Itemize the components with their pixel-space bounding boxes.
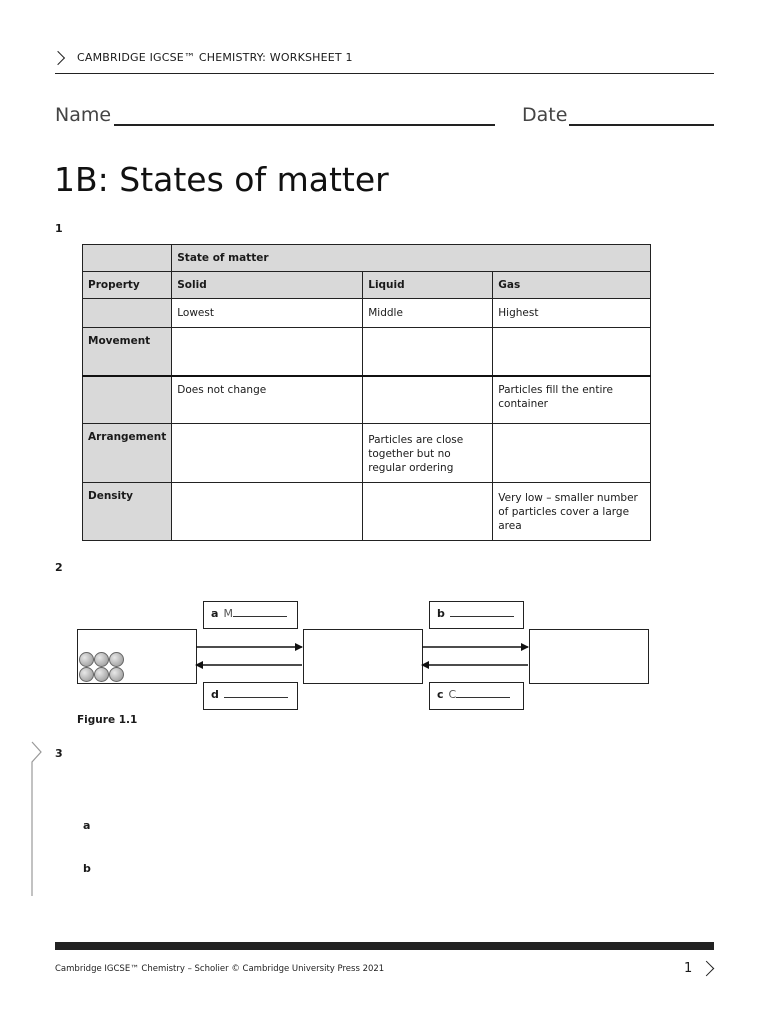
- table-cell: Middle: [363, 299, 493, 328]
- page-number: 1: [684, 961, 693, 976]
- question-number: 2: [55, 561, 63, 574]
- question-part-a: a: [83, 819, 91, 832]
- table-cell: Lowest: [172, 299, 363, 328]
- label-text: M: [223, 607, 233, 620]
- copyright-text: Cambridge IGCSE™ Chemistry – Scholier © Cambridge University Press 2021: [55, 964, 385, 974]
- page-title: 1B: States of matter: [54, 160, 389, 199]
- row-label-density: Density: [83, 483, 172, 541]
- name-label: Name: [55, 104, 112, 126]
- label-letter: d: [211, 688, 219, 701]
- property-header: Property: [83, 272, 172, 299]
- table-cell: Highest: [493, 299, 651, 328]
- figure-caption: Figure 1.1: [77, 714, 138, 726]
- date-label: Date: [522, 104, 568, 126]
- label-letter: c: [437, 688, 444, 701]
- label-letter: b: [437, 607, 445, 620]
- question-part-b: b: [83, 862, 91, 875]
- column-header-liquid: Liquid: [363, 272, 493, 299]
- state-of-matter-header: State of matter: [172, 245, 651, 272]
- question-number: 1: [55, 222, 63, 235]
- row-label-movement: Movement: [83, 328, 172, 376]
- table-cell: Does not change: [172, 376, 363, 424]
- footer-bar: [55, 942, 714, 950]
- worksheet-header: CAMBRIDGE IGCSE™ CHEMISTRY: WORKSHEET 1: [77, 51, 353, 64]
- bracket-chevron-icon: [28, 740, 44, 900]
- question-number: 3: [55, 747, 63, 760]
- table-cell: Particles fill the entire container: [493, 376, 651, 424]
- label-letter: a: [211, 607, 219, 620]
- label-text: C: [448, 688, 457, 701]
- column-header-solid: Solid: [172, 272, 363, 299]
- table-cell: Very low – smaller number of particles cover a large area: [493, 483, 651, 541]
- table-cell: Particles are close together but no regular ordering: [363, 424, 493, 483]
- row-label-arrangement: Arrangement: [83, 424, 172, 483]
- column-header-gas: Gas: [493, 272, 651, 299]
